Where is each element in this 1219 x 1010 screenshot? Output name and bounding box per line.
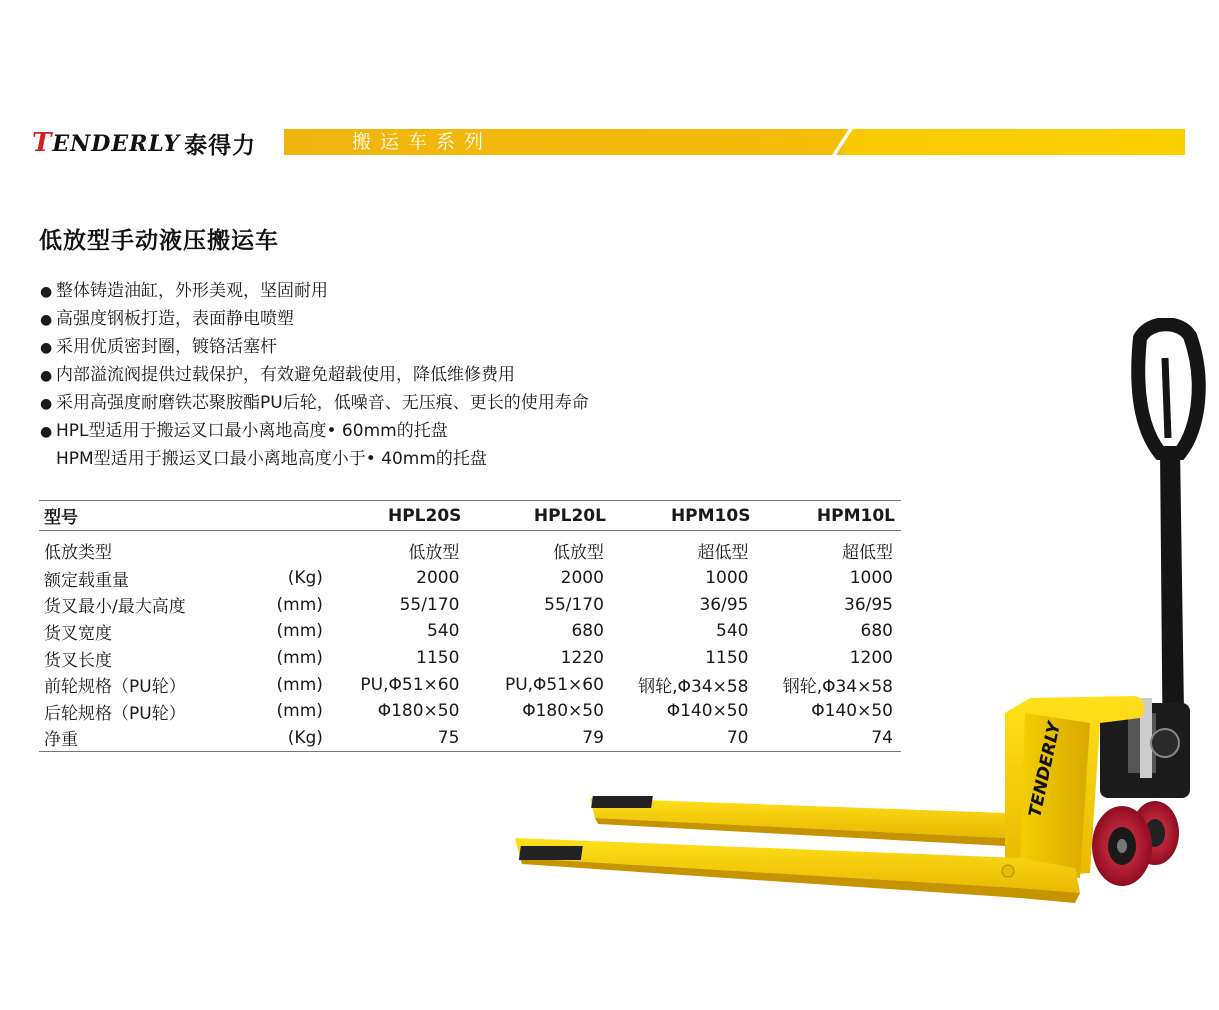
brand-logo — [32, 128, 256, 158]
row-value: 55/170 — [544, 594, 604, 615]
row-label: 低放类型 — [44, 542, 112, 563]
row-value: Φ180×50 — [522, 701, 604, 722]
row-label: 货叉宽度 — [44, 623, 112, 644]
series-banner-bar — [284, 129, 1185, 155]
row-value: 540 — [716, 621, 749, 642]
feature-text: HPM型适用于搬运叉口最小离地高度小于• 40mm的托盘 — [56, 449, 487, 469]
row-unit: (mm) — [276, 648, 323, 669]
row-label: 后轮规格（PU轮） — [44, 703, 186, 724]
feature-text: 整体铸造油缸，外形美观，坚固耐用 — [56, 281, 328, 301]
fork-back — [590, 796, 1005, 846]
row-value: 74 — [871, 727, 893, 748]
row-unit: (Kg) — [287, 568, 323, 589]
model-header: HPM10S — [670, 505, 751, 526]
feature-text: 高强度钢板打造，表面静电喷塑 — [56, 309, 294, 329]
load-wheels — [1092, 801, 1179, 886]
row-value: 超低型 — [697, 542, 749, 563]
header-label: 型号 — [44, 508, 78, 528]
row-value: 低放型 — [408, 542, 460, 563]
row-value: 1150 — [416, 648, 460, 669]
header-unit — [239, 501, 323, 531]
feature-text: 内部溢流阀提供过载保护，有效避免超载使用，降低维修费用 — [56, 365, 515, 385]
model-header: HPM10L — [816, 505, 895, 526]
row-value: 1000 — [849, 568, 893, 589]
row-value: 低放型 — [552, 542, 604, 563]
feature-text: 采用高强度耐磨铁芯聚胺酯PU后轮，低噪音、无压痕、更长的使用寿命 — [56, 393, 589, 413]
row-value: 钢轮,Φ34×58 — [782, 677, 893, 698]
brand-name-en: TENDERLY — [32, 128, 181, 158]
row-value: 1000 — [705, 568, 749, 589]
row-value: PU,Φ51×60 — [504, 674, 604, 695]
row-unit: (mm) — [276, 621, 323, 642]
bullet-icon: ● — [40, 424, 53, 440]
row-value: 2000 — [416, 568, 460, 589]
row-label: 额定载重量 — [44, 570, 129, 591]
row-value: PU,Φ51×60 — [360, 674, 460, 695]
row-value: Φ140×50 — [666, 701, 749, 722]
row-value: 680 — [571, 621, 604, 642]
row-value: 1200 — [849, 648, 893, 669]
row-value: 36/95 — [699, 594, 749, 615]
row-value: 1150 — [705, 648, 749, 669]
row-label: 前轮规格（PU轮） — [44, 677, 186, 698]
bullet-icon: ● — [40, 396, 53, 412]
row-unit: (Kg) — [287, 727, 323, 748]
row-value: 75 — [437, 727, 460, 748]
feature-text: 采用优质密封圈，镀铬活塞杆 — [56, 337, 277, 357]
row-value: 55/170 — [399, 594, 460, 615]
row-unit: (mm) — [276, 674, 323, 695]
feature-text: HPL型适用于搬运叉口最小离地高度• 60mm的托盘 — [56, 421, 448, 441]
fork-front — [515, 838, 1080, 903]
row-value: 36/95 — [844, 594, 893, 615]
row-label: 净重 — [44, 730, 78, 751]
page-title: 低放型手动液压搬运车 — [39, 228, 279, 254]
row-value: 超低型 — [842, 542, 893, 563]
row-value: 2000 — [560, 568, 604, 589]
model-header: HPL20L — [533, 505, 606, 526]
row-value: 钢轮,Φ34×58 — [638, 677, 749, 698]
bullet-icon: ● — [40, 312, 53, 328]
row-label: 货叉长度 — [44, 650, 112, 671]
row-value: 79 — [582, 727, 604, 748]
series-title: 搬运车系列 — [352, 131, 493, 153]
row-value: Φ140×50 — [811, 701, 893, 722]
bullet-icon: ● — [40, 284, 53, 300]
row-unit: (mm) — [276, 701, 323, 722]
model-header: HPL20S — [388, 505, 462, 526]
row-unit: (mm) — [276, 594, 323, 615]
row-unit — [239, 531, 323, 566]
feature-item — [40, 277, 589, 305]
brand-name-cn: 泰得力 — [184, 132, 257, 159]
row-value: 70 — [726, 727, 749, 748]
row-label: 货叉最小/最大高度 — [44, 597, 186, 618]
row-value: 540 — [426, 621, 460, 642]
row-value: 1220 — [560, 648, 604, 669]
pallet-truck-image — [500, 318, 1210, 918]
row-value: 680 — [860, 621, 893, 642]
truck-logo: TENDERLY — [1025, 720, 1066, 820]
row-value: Φ180×50 — [377, 701, 460, 722]
bullet-icon: ● — [40, 368, 53, 384]
header-banner — [32, 126, 1185, 158]
bullet-icon: ● — [40, 340, 53, 356]
